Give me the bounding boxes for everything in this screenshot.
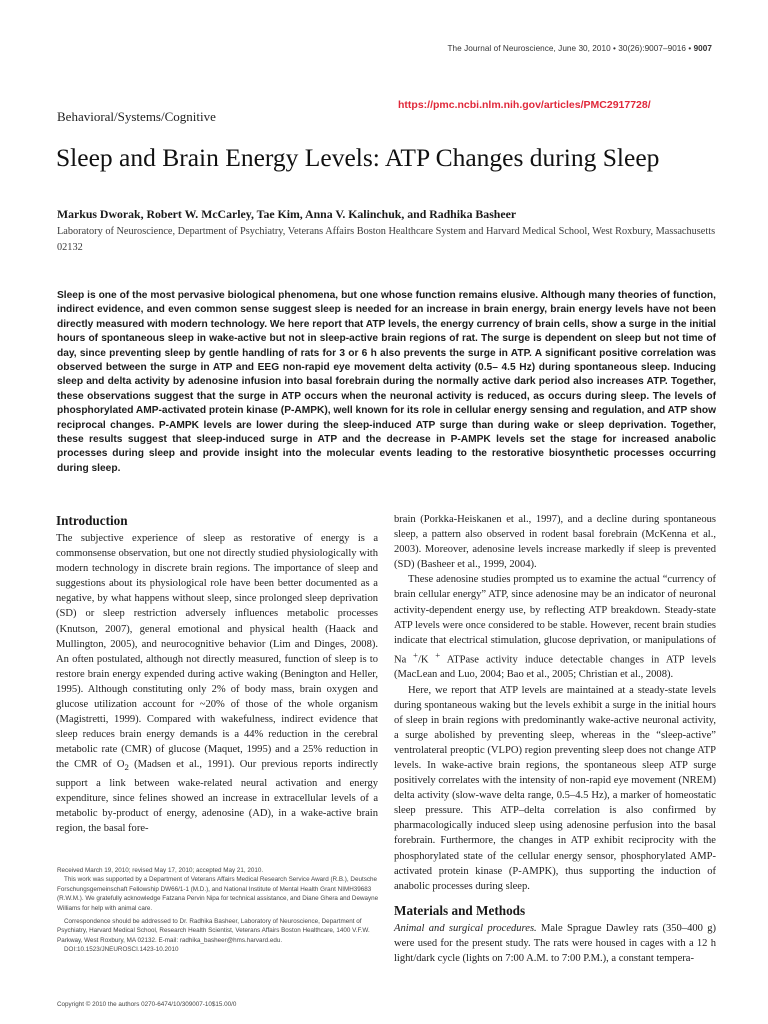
page-number: 9007 — [693, 44, 712, 53]
running-head — [448, 44, 713, 53]
intro-paragraph-3: Here, we report that ATP levels are maintained at a steady-state levels during spontaneous waking but the levels exhibit a surge in the initial hours of sleep in brain regions with predominantly wake-active neuronal activity, a surge abolished by preventing sleep, whereas in the “sleep-active” ventrolateral preoptic (VLPO) region preventing sleep does not change ATP levels. In wake-active brain regions, the spontaneous sleep ATP surge positively correlates with the intensity of non-rapid eye movement (NREM) delta activity (slow-wave delta range, 0.5–4.5 Hz), a marker of homeostatic sleep pressure. This ATP–delta correlation is also confirmed by pharmacologically induced sleep using adenosine perfusion into the basal forebrain. Furthermore, the changes in ATP exhibit reciprocity with the phosphorylated state of the cellular energy sensor, phosphorylated AMP-activated protein kinase (P-AMPK), thus supporting the induction of anabolic processes during sleep. — [394, 684, 716, 892]
footnotes — [57, 866, 379, 955]
funding-note: This work was supported by a Department of Veterans Affairs Medical Research Service Award (R.B.), Deutsche Forschungsgemeinschaft Fellowship DW66/1-1 (M.D.), and National Institute of Mental Health Grant NIMH39683 (R.W.M.). We gratefully acknowledge Fatzana Pervin Nipa for technical assistance, and Diane Ghera and Dewayne Williams for help with animal care. — [57, 876, 379, 912]
paper-title: Sleep and Brain Energy Levels: ATP Changes during Sleep — [56, 143, 660, 172]
abstract: Sleep is one of the most pervasive biological phenomena, but one whose function remains elusive. Although many theories of function, indirect evidence, and even common sense suggest sleep is needed for an increase in brain energy, brain energy levels have not been directly measured with modern technology. We here report that ATP levels, the energy currency of brain cells, show a surge in the initial hours of spontaneous sleep in wake-active but not in sleep-active brain regions of rat. The surge is dependent on sleep but not time of day, since preventing sleep by gentle handling of rats for 3 or 6 h also prevents the surge in ATP. A significant positive correlation was observed between the surge in ATP and EEG non-rapid eye movement delta activity (0.5– 4.5 Hz) during spontaneous sleep. Inducing sleep and delta activity by adenosine infusion into basal forebrain during the normally active dark period also increases ATP. Together, these observations suggest that the surge in ATP occurs when the neuronal activity is reduced, as occurs during sleep. The levels of phosphorylated AMP-activated protein kinase (P-AMPK), well known for its role in cellular energy sensing and regulation, and ATP show reciprocal changes. P-AMPK levels are lower during the sleep-induced ATP surge than during wake or sleep deprivation. Together, these results suggest that sleep-induced surge in ATP and the decrease in P-AMPK levels set the stage for increased anabolic processes during sleep and provide insight into the molecular events leading to the restorative biosynthetic processes occurring during sleep. — [57, 290, 716, 474]
source-url-link[interactable]: https://pmc.ncbi.nlm.nih.gov/articles/PMC2917728/ — [398, 99, 651, 111]
o2-subscript: 2 — [124, 762, 129, 773]
doi: DOI:10.1523/JNEUROSCI.1423-10.2010 — [64, 946, 179, 954]
author-affiliation: Laboratory of Neuroscience, Department of Psychiatry, Veterans Affairs Boston Healthcare System and Harvard Medical School, West Roxbury, Massachusetts 02132 — [57, 226, 716, 253]
methods-heading: Materials and Methods — [394, 902, 526, 918]
author-list: Markus Dworak, Robert W. McCarley, Tae Kim, Anna V. Kalinchuk, and Radhika Basheer — [57, 207, 517, 221]
copyright-line: Copyright © 2010 the authors 0270-6474/10/309007-10$15.00/0 — [57, 1001, 237, 1008]
intro-paragraph-1: The subjective experience of sleep as restorative of energy is a commonsense observation, but one not directly studied physiologically with modern technology in discrete brain regions. The importance of sleep and suggestions about its physiological role have been better documented as a negative, by what happens without sleep, since prolonged sleep deprivation (SD) or sleep restriction adversely influences metabolic processes (Knutson, 2007), general emotional and physical health (Haack and Mullington, 2005), and neurocognitive behavior (Lim and Dinges, 2008). An often postulated, although not directly measured, function of sleep is to restore brain energy expended during active waking (Benington and Heller, 1995). Although constituting only 2% of body mass, brain oxygen and glucose utilization account for ~20% of those of the whole organism (Magistretti, 1999). Compared with wakefulness, indirect evidence that sleep reduces brain energy demands is a 44% reduction in the cerebral metabolic rate (CMR) of glucose (Maquet, 1995) and a 25% reduction in the CMR of $O_2$ (Madsen et al., 1991). Our previous reports indirectly support a link between wake-related neural activation and energy expenditure, since felines showed an increase in extracellular levels of a metabolic by-product of energy, adenosine (AD), in a wake-active brain region, the basal fore- — [56, 533, 378, 834]
intro-paragraph-2: These adenosine studies prompted us to examine the actual “currency of brain cellular energy” ATP, since adenosine may be an indicator of neuronal activity-dependent energy use, by reflecting ATP breakdown. Steady-state ATP levels were once considered to be stable. However, recent brain studies indicate that electrical stimulation, glucose deprivation, or manipulations of Na +/K + ATPase activity induce detectable changes in ATP levels (MacLean and Luo, 2004; Bao et al., 2005; Christian et al., 2008). — [394, 574, 716, 681]
correspondence-note: Correspondence should be addressed to Dr. Radhika Basheer, Laboratory of Neuroscience, Department of Psychiatry, Harvard Medical School, Research Health Scientist, Veterans Affairs Boston Healthcare, 1400 V.F.W. Parkway, West Roxbury, MA 02132. E-mail: radhika_basheer@hms.harvard.edu. — [57, 918, 370, 944]
introduction-heading: Introduction — [56, 513, 128, 528]
section-label: Behavioral/Systems/Cognitive — [57, 109, 216, 124]
intro-paragraph-1-continued: brain (Porkka-Heiskanen et al., 1997), and a decline during spontaneous sleep, a pattern also observed in rodent basal forebrain (McKenna et al., 2003). Moreover, adenosine levels increase markedly if sleep is prevented (SD) (Basheer et al., 1999, 2004). — [394, 514, 716, 571]
methods-subheading: Animal and surgical procedures. — [394, 922, 537, 934]
methods-paragraph-1: Animal and surgical procedures. Male Sprague Dawley rats (350–400 g) were used for the present study. The rats were housed in cages with a 12 h light/dark cycle (lights on 7:00 A.M. to 7:00 P.M.), a constant tempera- — [394, 922, 716, 965]
left-column — [56, 512, 378, 836]
right-column — [394, 512, 716, 966]
journal-info: The Journal of Neuroscience, June 30, 2010 • 30(26):9007–9016 • — [447, 44, 694, 53]
received-dates: Received March 19, 2010; revised May 17, 2010; accepted May 21, 2010. — [57, 867, 264, 874]
